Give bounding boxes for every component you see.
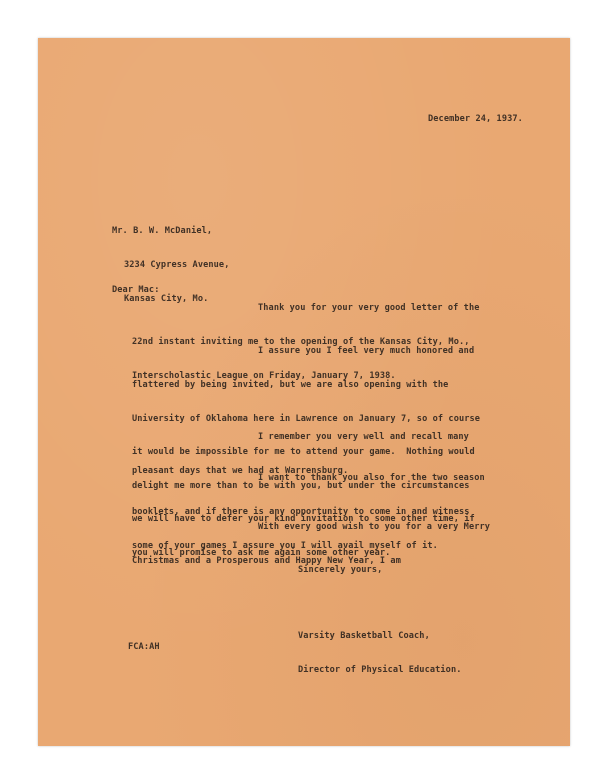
body-line: I want to thank you also for the two season <box>258 473 485 484</box>
body-line: Interscholastic League on Friday, January 7, 1938. <box>132 370 396 381</box>
signature-title-line: Director of Physical Education. <box>298 665 462 675</box>
recipient-line: 3234 Cypress Avenue, <box>124 260 230 270</box>
signature-block <box>298 609 462 699</box>
body-line: University of Oklahoma here in Lawrence on January 7, so of course <box>132 413 481 424</box>
body-line: flattered by being invited, but we are also opening with the <box>132 380 449 390</box>
body-line: I remember you very well and recall many <box>258 432 469 443</box>
body-line: we will have to defer your kind invitation to some other time, if <box>132 514 475 525</box>
letter-page <box>38 38 570 746</box>
signature-title-line: Varsity Basketball Coach, <box>298 631 430 642</box>
date-line: December 24, 1937. <box>428 114 523 125</box>
body-line: you will promise to ask me again some other year. <box>132 547 391 558</box>
body-line: With every good wish to you for a very Merry <box>258 522 491 533</box>
body-line: Christmas and a Prosperous and Happy New Year, I am <box>132 556 401 566</box>
body-line: I assure you I feel very much honored and <box>258 346 475 357</box>
body-line: delight me more than to be with you, but under the circumstances <box>132 480 470 491</box>
body-line: 22nd instant inviting me to the opening of the Kansas City, Mo., <box>132 337 470 347</box>
body-line: it would be impossible for me to attend your game. Nothing would <box>132 447 475 458</box>
recipient-line: Kansas City, Mo. <box>124 293 209 304</box>
reference-initials <box>128 620 160 676</box>
closing <box>298 543 382 599</box>
salutation-line: Dear Mac: <box>112 285 160 296</box>
initials-line: FCA:AH <box>128 642 160 653</box>
letter-date <box>428 92 523 148</box>
closing-line: Sincerely yours, <box>298 565 383 576</box>
body-line: pleasant days that we had at Warrensburg. <box>132 466 349 476</box>
recipient-line: Mr. B. W. McDaniel, <box>112 226 213 237</box>
body-line: some of your games I assure you I will avail myself of it. <box>132 540 438 551</box>
body-line: booklets, and if there is any opportunity to come in and witness <box>132 507 470 517</box>
body-line: Thank you for your very good letter of the <box>258 303 480 314</box>
